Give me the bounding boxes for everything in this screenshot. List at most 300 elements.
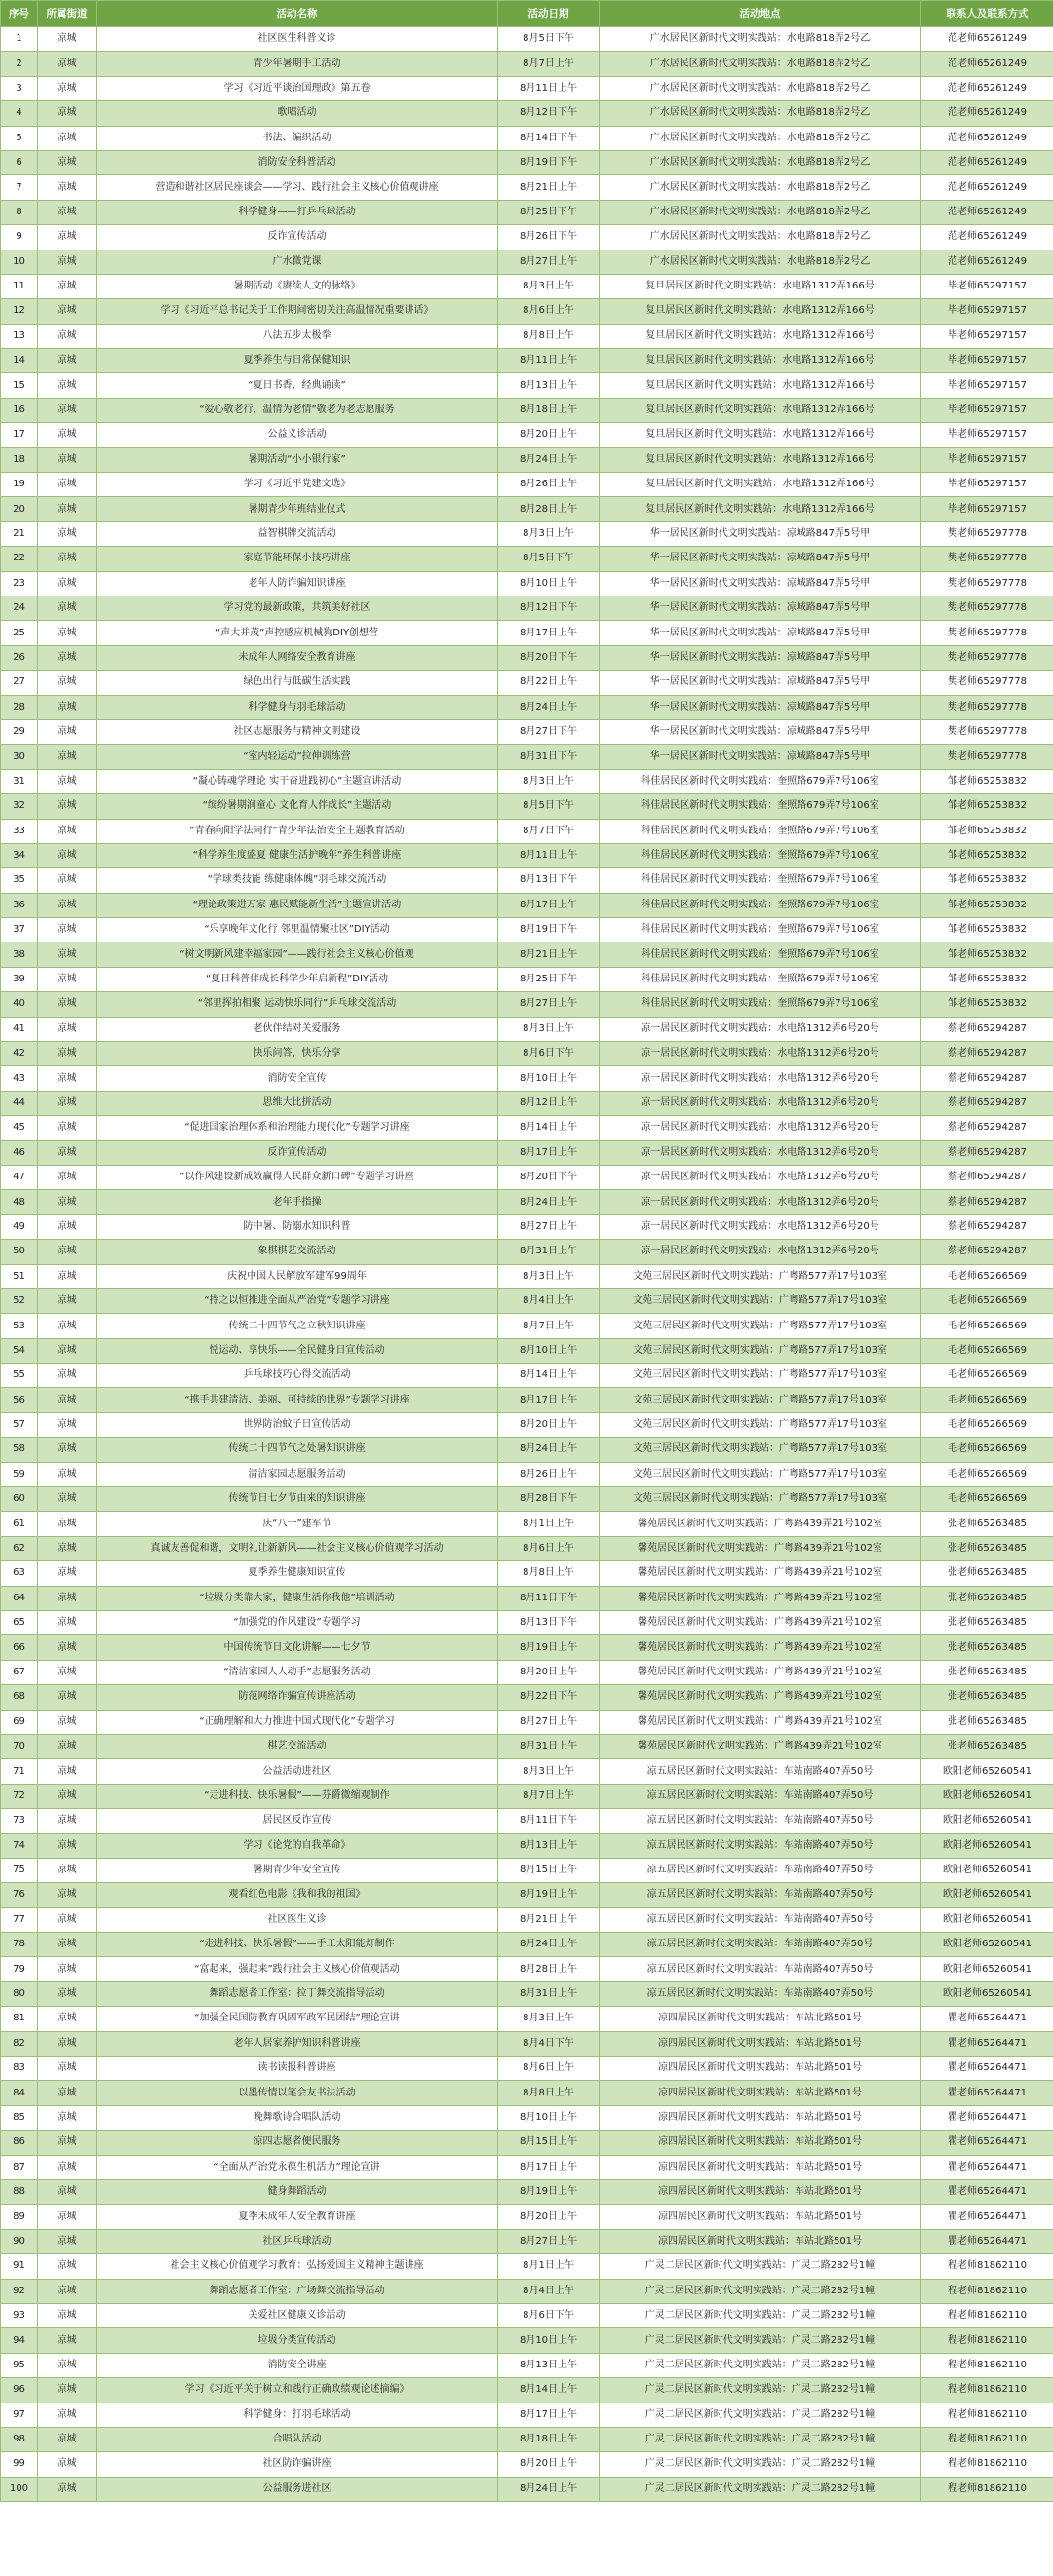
table-row: [1, 1660, 1053, 1684]
cell-street: 凉城: [38, 1462, 97, 1486]
cell-contact: 张老师65263485: [921, 1611, 1053, 1635]
table-row: [1, 299, 1053, 324]
cell-index: 92: [1, 2279, 38, 2303]
cell-index: 70: [1, 1734, 38, 1758]
table-row: [1, 1635, 1053, 1660]
table-row: [1, 2477, 1053, 2501]
cell-activity-date: 8月31日上午: [498, 1734, 600, 1758]
table-row: [1, 2328, 1053, 2353]
cell-index: 98: [1, 2427, 38, 2451]
table-row: [1, 1042, 1053, 1066]
cell-activity-location: 广灵二居民区新时代文明实践站：广灵二路282号1幢: [600, 2353, 921, 2377]
cell-activity-name: 学习《习近平谈治国理政》第五卷: [97, 76, 498, 100]
table-row: [1, 225, 1053, 250]
cell-activity-location: 凉一居民区新时代文明实践站：水电路1312弄6号20号: [600, 1042, 921, 1066]
cell-street: 凉城: [38, 918, 97, 942]
cell-contact: 樊老师65297778: [921, 695, 1053, 719]
cell-contact: 瞿老师65264471: [921, 2057, 1053, 2081]
cell-activity-name: 营造和谐社区居民座谈会——学习、践行社会主义核心价值观讲座: [97, 175, 498, 200]
table-row: [1, 645, 1053, 670]
cell-activity-name: “室内轻运动”拉伸训练营: [97, 745, 498, 769]
cell-contact: 樊老师65297778: [921, 671, 1053, 695]
cell-index: 49: [1, 1214, 38, 1239]
table-row: [1, 1091, 1053, 1115]
cell-activity-name: 社区乒乓球活动: [97, 2229, 498, 2253]
cell-index: 73: [1, 1809, 38, 1833]
table-row: [1, 1907, 1053, 1932]
cell-activity-location: 凉一居民区新时代文明实践站：水电路1312弄6号20号: [600, 1190, 921, 1214]
cell-index: 80: [1, 1981, 38, 2006]
cell-activity-name: 庆“八一”建军节: [97, 1512, 498, 1536]
cell-street: 凉城: [38, 1933, 97, 1957]
cell-activity-name: 健身舞蹈活动: [97, 2179, 498, 2204]
header-contact: 联系人及联系方式: [921, 1, 1053, 27]
cell-activity-date: 8月3日上午: [498, 521, 600, 546]
cell-activity-name: 反诈宣传活动: [97, 225, 498, 250]
cell-activity-name: 清洁家园志愿服务活动: [97, 1462, 498, 1486]
cell-activity-location: 广水居民区新时代文明实践站：水电路818弄2号乙: [600, 27, 921, 52]
cell-activity-name: “清洁家园人人动手”志愿服务活动: [97, 1660, 498, 1684]
cell-activity-name: 暑期活动《赓续人文的脉络》: [97, 274, 498, 298]
cell-index: 69: [1, 1710, 38, 1734]
cell-index: 45: [1, 1116, 38, 1140]
cell-index: 60: [1, 1487, 38, 1512]
cell-contact: 范老师65261249: [921, 200, 1053, 224]
cell-activity-date: 8月19日上午: [498, 1883, 600, 1907]
cell-activity-date: 8月26日下午: [498, 225, 600, 250]
cell-contact: 樊老师65297778: [921, 571, 1053, 596]
cell-activity-location: 广水居民区新时代文明实践站：水电路818弄2号乙: [600, 76, 921, 100]
cell-street: 凉城: [38, 745, 97, 769]
table-row: [1, 1957, 1053, 1981]
header-index: 序号: [1, 1, 38, 27]
cell-activity-location: 广水居民区新时代文明实践站：水电路818弄2号乙: [600, 52, 921, 76]
table-row: [1, 1734, 1053, 1758]
cell-contact: 欧阳老师65260541: [921, 1883, 1053, 1907]
table-row: [1, 2205, 1053, 2229]
header-activity-location: 活动地点: [600, 1, 921, 27]
cell-contact: 张老师65263485: [921, 1586, 1053, 1610]
cell-activity-location: 文苑三居民区新时代文明实践站：广粤路577弄17号103室: [600, 1388, 921, 1412]
cell-activity-name: “理论政策进万家 惠民赋能新生活”主题宣讲活动: [97, 893, 498, 917]
cell-activity-name: 晚舞歌诗合唱队活动: [97, 2105, 498, 2130]
cell-street: 凉城: [38, 1981, 97, 2006]
cell-street: 凉城: [38, 1091, 97, 1115]
cell-street: 凉城: [38, 2403, 97, 2427]
cell-activity-location: 凉五居民区新时代文明实践站：车站南路407弄50号: [600, 1833, 921, 1858]
cell-contact: 毕老师65297157: [921, 423, 1053, 447]
table-row: [1, 324, 1053, 348]
cell-street: 凉城: [38, 2452, 97, 2477]
cell-street: 凉城: [38, 794, 97, 819]
cell-activity-date: 8月28日上午: [498, 497, 600, 521]
table-row: [1, 2452, 1053, 2477]
table-row: [1, 2279, 1053, 2303]
cell-contact: 樊老师65297778: [921, 621, 1053, 645]
cell-index: 39: [1, 967, 38, 991]
cell-activity-location: 华一居民区新时代文明实践站：凉城路847弄5号甲: [600, 596, 921, 620]
cell-activity-name: 读书读报科普讲座: [97, 2057, 498, 2081]
cell-activity-date: 8月25日下午: [498, 967, 600, 991]
cell-index: 13: [1, 324, 38, 348]
table-row: [1, 769, 1053, 793]
cell-index: 23: [1, 571, 38, 596]
cell-activity-name: 社区医生科普义诊: [97, 27, 498, 52]
cell-activity-date: 8月27日上午: [498, 250, 600, 274]
cell-street: 凉城: [38, 992, 97, 1017]
table-row: [1, 1017, 1053, 1041]
cell-contact: 毛老师65266569: [921, 1438, 1053, 1462]
cell-activity-name: 中国传统节日文化讲解——七夕节: [97, 1635, 498, 1660]
cell-contact: 瞿老师65264471: [921, 2031, 1053, 2056]
table-row: [1, 52, 1053, 76]
cell-contact: 欧阳老师65260541: [921, 1759, 1053, 1784]
cell-activity-name: 舞蹈志愿者工作室：广场舞交流指导活动: [97, 2279, 498, 2303]
cell-activity-name: 世界防治蚊子日宣传活动: [97, 1412, 498, 1437]
cell-activity-name: 公益义诊活动: [97, 423, 498, 447]
cell-activity-date: 8月3日上午: [498, 1017, 600, 1041]
cell-activity-date: 8月5日下午: [498, 547, 600, 571]
cell-index: 54: [1, 1338, 38, 1363]
cell-activity-date: 8月17日上午: [498, 893, 600, 917]
cell-activity-date: 8月8日上午: [498, 1561, 600, 1586]
cell-activity-location: 广灵二居民区新时代文明实践站：广灵二路282号1幢: [600, 2403, 921, 2427]
cell-activity-date: 8月12日上午: [498, 1091, 600, 1115]
cell-street: 凉城: [38, 274, 97, 298]
cell-street: 凉城: [38, 1536, 97, 1560]
table-row: [1, 423, 1053, 447]
cell-street: 凉城: [38, 1957, 97, 1981]
cell-street: 凉城: [38, 1042, 97, 1066]
cell-index: 95: [1, 2353, 38, 2377]
cell-activity-date: 8月21日上午: [498, 175, 600, 200]
cell-street: 凉城: [38, 671, 97, 695]
cell-activity-name: 歌唱活动: [97, 101, 498, 126]
cell-street: 凉城: [38, 2229, 97, 2253]
cell-activity-location: 科佳居民区新时代文明实践站：奎照路679弄7号106室: [600, 942, 921, 967]
cell-activity-location: 广水居民区新时代文明实践站：水电路818弄2号乙: [600, 101, 921, 126]
cell-activity-name: 真诚友善促和谐，文明礼让新新风——社会主义核心价值观学习活动: [97, 1536, 498, 1560]
cell-street: 凉城: [38, 2279, 97, 2303]
cell-contact: 毛老师65266569: [921, 1288, 1053, 1313]
cell-activity-location: 馨苑居民区新时代文明实践站：广粤路439弄21号102室: [600, 1660, 921, 1684]
cell-activity-name: 舞蹈志愿者工作室：拉丁舞交流指导活动: [97, 1981, 498, 2006]
cell-activity-name: 老伙伴结对关爱服务: [97, 1017, 498, 1041]
cell-activity-location: 凉四居民区新时代文明实践站：车站北路501号: [600, 2205, 921, 2229]
cell-contact: 樊老师65297778: [921, 596, 1053, 620]
cell-activity-name: 未成年人网络安全教育讲座: [97, 645, 498, 670]
cell-activity-name: 学习《习近平党建文选》: [97, 473, 498, 497]
cell-activity-name: 社会主义核心价值观学习教育：弘扬爱国主义精神主题讲座: [97, 2254, 498, 2279]
cell-street: 凉城: [38, 2081, 97, 2105]
cell-activity-location: 凉五居民区新时代文明实践站：车站南路407弄50号: [600, 1933, 921, 1957]
cell-street: 凉城: [38, 1561, 97, 1586]
cell-street: 凉城: [38, 150, 97, 174]
cell-activity-location: 馨苑居民区新时代文明实践站：广粤路439弄21号102室: [600, 1734, 921, 1758]
cell-index: 100: [1, 2477, 38, 2501]
cell-activity-name: “以作风建设新成效赢得人民群众新口碑”专题学习讲座: [97, 1165, 498, 1189]
cell-contact: 瞿老师65264471: [921, 2081, 1053, 2105]
cell-activity-name: “爱心敬老行，温情为老情”敬老为老志愿服务: [97, 398, 498, 422]
cell-street: 凉城: [38, 1240, 97, 1264]
cell-activity-location: 复旦居民区新时代文明实践站：水电路1312弄166号: [600, 324, 921, 348]
cell-activity-location: 广水居民区新时代文明实践站：水电路818弄2号乙: [600, 126, 921, 150]
cell-activity-name: 庆祝中国人民解放军建军99周年: [97, 1264, 498, 1288]
cell-activity-name: “促进国家治理体系和治理能力现代化”专题学习讲座: [97, 1116, 498, 1140]
cell-activity-location: 华一居民区新时代文明实践站：凉城路847弄5号甲: [600, 521, 921, 546]
cell-activity-location: 科佳居民区新时代文明实践站：奎照路679弄7号106室: [600, 992, 921, 1017]
cell-activity-name: 社区防诈骗讲座: [97, 2452, 498, 2477]
cell-activity-name: 合唱队活动: [97, 2427, 498, 2451]
cell-contact: 程老师81862110: [921, 2328, 1053, 2353]
cell-activity-location: 凉四居民区新时代文明实践站：车站北路501号: [600, 2229, 921, 2253]
cell-activity-location: 复旦居民区新时代文明实践站：水电路1312弄166号: [600, 299, 921, 324]
cell-contact: 欧阳老师65260541: [921, 1933, 1053, 1957]
table-row: [1, 521, 1053, 546]
cell-activity-date: 8月7日上午: [498, 52, 600, 76]
cell-activity-date: 8月11日上午: [498, 349, 600, 373]
cell-contact: 瞿老师65264471: [921, 2131, 1053, 2155]
cell-contact: 张老师65263485: [921, 1685, 1053, 1710]
cell-activity-date: 8月10日上午: [498, 2328, 600, 2353]
cell-activity-date: 8月20日下午: [498, 645, 600, 670]
cell-index: 78: [1, 1933, 38, 1957]
cell-street: 凉城: [38, 52, 97, 76]
cell-activity-name: 学习《习近平总书记关于工作期间密切关注高温情况重要讲话》: [97, 299, 498, 324]
cell-street: 凉城: [38, 695, 97, 719]
cell-index: 61: [1, 1512, 38, 1536]
cell-activity-date: 8月10日上午: [498, 1066, 600, 1091]
cell-contact: 范老师65261249: [921, 52, 1053, 76]
cell-index: 43: [1, 1066, 38, 1091]
cell-activity-location: 科佳居民区新时代文明实践站：奎照路679弄7号106室: [600, 819, 921, 843]
cell-index: 15: [1, 373, 38, 398]
cell-contact: 毛老师65266569: [921, 1487, 1053, 1512]
cell-street: 凉城: [38, 2007, 97, 2031]
cell-street: 凉城: [38, 200, 97, 224]
cell-activity-name: 夏季养生与日常保健知识: [97, 349, 498, 373]
cell-index: 18: [1, 447, 38, 472]
cell-street: 凉城: [38, 719, 97, 744]
cell-contact: 邹老师65253832: [921, 843, 1053, 867]
cell-activity-location: 馨苑居民区新时代文明实践站：广粤路439弄21号102室: [600, 1685, 921, 1710]
cell-activity-location: 文苑三居民区新时代文明实践站：广粤路577弄17号103室: [600, 1438, 921, 1462]
cell-street: 凉城: [38, 1883, 97, 1907]
cell-index: 22: [1, 547, 38, 571]
cell-street: 凉城: [38, 1710, 97, 1734]
cell-activity-location: 广水居民区新时代文明实践站：水电路818弄2号乙: [600, 250, 921, 274]
cell-contact: 张老师65263485: [921, 1512, 1053, 1536]
cell-street: 凉城: [38, 1364, 97, 1388]
table-row: [1, 1438, 1053, 1462]
cell-index: 66: [1, 1635, 38, 1660]
cell-index: 79: [1, 1957, 38, 1981]
cell-contact: 毕老师65297157: [921, 299, 1053, 324]
cell-street: 凉城: [38, 621, 97, 645]
cell-activity-location: 复旦居民区新时代文明实践站：水电路1312弄166号: [600, 497, 921, 521]
cell-index: 17: [1, 423, 38, 447]
cell-activity-name: 防中暑、防溺水知识科普: [97, 1214, 498, 1239]
cell-contact: 蔡老师65294287: [921, 1140, 1053, 1165]
cell-index: 87: [1, 2155, 38, 2179]
cell-street: 凉城: [38, 547, 97, 571]
cell-activity-date: 8月3日上午: [498, 274, 600, 298]
cell-activity-location: 凉五居民区新时代文明实践站：车站南路407弄50号: [600, 1981, 921, 2006]
cell-index: 28: [1, 695, 38, 719]
cell-contact: 瞿老师65264471: [921, 2007, 1053, 2031]
cell-contact: 蔡老师65294287: [921, 1066, 1053, 1091]
cell-activity-name: 益智棋牌交流活动: [97, 521, 498, 546]
cell-activity-location: 凉四居民区新时代文明实践站：车站北路501号: [600, 2081, 921, 2105]
cell-activity-name: 老年手指操: [97, 1190, 498, 1214]
table-header-row: [1, 1, 1053, 27]
cell-contact: 范老师65261249: [921, 175, 1053, 200]
cell-activity-name: 消防安全宣传: [97, 1066, 498, 1091]
cell-activity-name: “夏日科普伴成长科学少年启新程”DIY活动: [97, 967, 498, 991]
cell-street: 凉城: [38, 398, 97, 422]
table-row: [1, 1685, 1053, 1710]
cell-street: 凉城: [38, 447, 97, 472]
table-row: [1, 2131, 1053, 2155]
table-row: [1, 175, 1053, 200]
cell-contact: 邹老师65253832: [921, 893, 1053, 917]
cell-activity-date: 8月5日下午: [498, 27, 600, 52]
cell-activity-date: 8月17日上午: [498, 621, 600, 645]
table-row: [1, 398, 1053, 422]
cell-activity-date: 8月20日上午: [498, 2205, 600, 2229]
table-row: [1, 1288, 1053, 1313]
table-row: [1, 1214, 1053, 1239]
cell-street: 凉城: [38, 1314, 97, 1338]
cell-activity-location: 凉四居民区新时代文明实践站：车站北路501号: [600, 2007, 921, 2031]
table-row: [1, 918, 1053, 942]
cell-street: 凉城: [38, 1660, 97, 1684]
cell-activity-date: 8月14日上午: [498, 1116, 600, 1140]
cell-activity-date: 8月20日上午: [498, 2452, 600, 2477]
cell-activity-name: 科学健身——打乒乓球活动: [97, 200, 498, 224]
cell-activity-date: 8月27日上午: [498, 2229, 600, 2253]
cell-activity-date: 8月24日上午: [498, 2477, 600, 2501]
cell-activity-date: 8月31日下午: [498, 745, 600, 769]
cell-activity-date: 8月25日下午: [498, 200, 600, 224]
cell-contact: 瞿老师65264471: [921, 2179, 1053, 2204]
cell-contact: 邹老师65253832: [921, 918, 1053, 942]
cell-activity-name: 绿色出行与低碳生活实践: [97, 671, 498, 695]
cell-activity-date: 8月27日上午: [498, 1710, 600, 1734]
cell-contact: 范老师65261249: [921, 225, 1053, 250]
cell-activity-location: 科佳居民区新时代文明实践站：奎照路679弄7号106室: [600, 843, 921, 867]
cell-index: 46: [1, 1140, 38, 1165]
cell-contact: 程老师81862110: [921, 2452, 1053, 2477]
cell-contact: 程老师81862110: [921, 2279, 1053, 2303]
cell-activity-location: 凉五居民区新时代文明实践站：车站南路407弄50号: [600, 1858, 921, 1882]
cell-street: 凉城: [38, 645, 97, 670]
cell-activity-name: 快乐问答，快乐分享: [97, 1042, 498, 1066]
cell-activity-location: 华一居民区新时代文明实践站：凉城路847弄5号甲: [600, 671, 921, 695]
cell-activity-name: 传统二十四节气之立秋知识讲座: [97, 1314, 498, 1338]
cell-street: 凉城: [38, 1190, 97, 1214]
cell-contact: 张老师65263485: [921, 1710, 1053, 1734]
cell-activity-name: “正确理解和大力推进中国式现代化”专题学习: [97, 1710, 498, 1734]
cell-activity-date: 8月27日上午: [498, 992, 600, 1017]
table-row: [1, 1833, 1053, 1858]
cell-index: 11: [1, 274, 38, 298]
table-row: [1, 2179, 1053, 2204]
table-row: [1, 1710, 1053, 1734]
table-row: [1, 719, 1053, 744]
cell-street: 凉城: [38, 1288, 97, 1313]
cell-activity-date: 8月24日上午: [498, 447, 600, 472]
cell-activity-location: 凉四居民区新时代文明实践站：车站北路501号: [600, 2131, 921, 2155]
cell-index: 38: [1, 942, 38, 967]
table-row: [1, 76, 1053, 100]
cell-activity-date: 8月4日下午: [498, 2031, 600, 2056]
cell-activity-location: 凉五居民区新时代文明实践站：车站南路407弄50号: [600, 1784, 921, 1808]
cell-index: 10: [1, 250, 38, 274]
table-row: [1, 1981, 1053, 2006]
table-row: [1, 1487, 1053, 1512]
table-row: [1, 794, 1053, 819]
cell-activity-location: 文苑三居民区新时代文明实践站：广粤路577弄17号103室: [600, 1288, 921, 1313]
cell-activity-name: 以墨传情以笔会友书法活动: [97, 2081, 498, 2105]
cell-activity-location: 华一居民区新时代文明实践站：凉城路847弄5号甲: [600, 719, 921, 744]
cell-index: 20: [1, 497, 38, 521]
cell-activity-date: 8月1日上午: [498, 2254, 600, 2279]
cell-activity-location: 复旦居民区新时代文明实践站：水电路1312弄166号: [600, 398, 921, 422]
cell-activity-date: 8月28日上午: [498, 1957, 600, 1981]
cell-street: 凉城: [38, 2477, 97, 2501]
cell-activity-name: 防范网络诈骗宣传讲座活动: [97, 1685, 498, 1710]
cell-index: 85: [1, 2105, 38, 2130]
cell-street: 凉城: [38, 423, 97, 447]
cell-activity-name: “富起来，强起来”践行社会主义核心价值观活动: [97, 1957, 498, 1981]
cell-contact: 毛老师65266569: [921, 1388, 1053, 1412]
table-row: [1, 150, 1053, 174]
cell-index: 34: [1, 843, 38, 867]
cell-activity-date: 8月27日上午: [498, 1214, 600, 1239]
cell-activity-location: 科佳居民区新时代文明实践站：奎照路679弄7号106室: [600, 794, 921, 819]
cell-activity-location: 复旦居民区新时代文明实践站：水电路1312弄166号: [600, 274, 921, 298]
cell-street: 凉城: [38, 1784, 97, 1808]
cell-activity-name: 传统节日七夕节由来的知识讲座: [97, 1487, 498, 1512]
cell-activity-location: 广水居民区新时代文明实践站：水电路818弄2号乙: [600, 200, 921, 224]
cell-contact: 邹老师65253832: [921, 769, 1053, 793]
cell-activity-name: 书法、编织活动: [97, 126, 498, 150]
cell-activity-date: 8月3日上午: [498, 2007, 600, 2031]
cell-activity-date: 8月21日上午: [498, 1907, 600, 1932]
cell-contact: 毕老师65297157: [921, 274, 1053, 298]
cell-index: 84: [1, 2081, 38, 2105]
cell-contact: 张老师65263485: [921, 1536, 1053, 1560]
table-row: [1, 1784, 1053, 1808]
cell-activity-location: 文苑三居民区新时代文明实践站：广粤路577弄17号103室: [600, 1314, 921, 1338]
cell-activity-date: 8月12日下午: [498, 101, 600, 126]
table-row: [1, 2081, 1053, 2105]
cell-activity-name: “携手共建清洁、美丽、可持续的世界”专题学习讲座: [97, 1388, 498, 1412]
table-row: [1, 27, 1053, 52]
cell-index: 57: [1, 1412, 38, 1437]
cell-contact: 毕老师65297157: [921, 373, 1053, 398]
cell-activity-location: 文苑三居民区新时代文明实践站：广粤路577弄17号103室: [600, 1487, 921, 1512]
cell-activity-location: 文苑三居民区新时代文明实践站：广粤路577弄17号103室: [600, 1462, 921, 1486]
cell-index: 77: [1, 1907, 38, 1932]
cell-activity-location: 馨苑居民区新时代文明实践站：广粤路439弄21号102室: [600, 1536, 921, 1560]
cell-contact: 毛老师65266569: [921, 1314, 1053, 1338]
cell-contact: 范老师65261249: [921, 76, 1053, 100]
cell-activity-location: 凉五居民区新时代文明实践站：车站南路407弄50号: [600, 1759, 921, 1784]
cell-activity-date: 8月6日上午: [498, 299, 600, 324]
cell-activity-location: 广灵二居民区新时代文明实践站：广灵二路282号1幢: [600, 2477, 921, 2501]
